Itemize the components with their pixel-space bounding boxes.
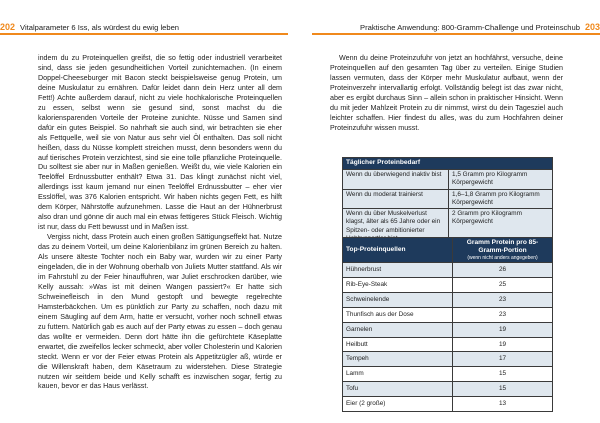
table-header: Top-Proteinquellen	[343, 238, 453, 263]
table-cell: 15	[453, 382, 553, 397]
table-row	[343, 367, 553, 382]
table-row	[343, 322, 553, 337]
left-header-rule	[0, 33, 288, 35]
body-paragraph: Vergiss nicht, dass Protein auch einen großen Sättigungseffekt hat. Nutze das zu deinem Vorteil, um deine Kalorienbilanz im grünen Bereich zu halten. Als unsere älteste Tochter noch ein Baby war, wurden wir zu einer Party eingeladen, die in der Wohnung oberhalb von Juliets Mutter stattfand. Als wir im Fahrstuhl zu der Feier hinauffuhren, war Juliet erschrocken darüber, wie Kelly aussah: »Was ist mit deinen Wangen passiert?« Er hatte sich Schweinefleisch in den Mund gestopft und bewegte regelrechte Hamsterbäckchen. Um es pünktlich zur Party zu schaffen, noch dazu mit einem Säugling auf dem Arm, hatte er versucht, vorher noch schnell etwas zu futtern. Natürlich gab es auch auf der Party etwas zu essen – doch genau das wollte er vermeiden. Denn dort hätte ihn die gefürchtete Käseplatte erwartet, die zweifellos lecker schmeckt, aber voller Cholesterin und Kalorien steckt. Wenn er vor der Feier etwas Protein als Appetitzügler aß, würde er die Willenskraft haben, dem Käsetraum zu widerstehen. Diese Strategie nutzen wir seitdem beide und Kelly schafft es inzwischen sogar, fertig zu kauen, bevor er das Haus verlässt.	[38, 233, 282, 391]
protein-sources-table	[342, 237, 553, 412]
table-cell: Wenn du überwiegend inaktiv bist	[343, 170, 449, 190]
table-cell: 15	[453, 367, 553, 382]
table-cell: 17	[453, 352, 553, 367]
left-running-title: Vitalparameter 6 Iss, als würdest du ewig leben	[20, 22, 180, 32]
table-header: Täglicher Proteinbedarf	[343, 158, 553, 170]
table-cell: 23	[453, 292, 553, 307]
table-cell: 13	[453, 397, 553, 412]
table-cell: Schweinelende	[343, 292, 453, 307]
table-row	[343, 397, 553, 412]
table-cell: Wenn du über Muskelverlust klagst, älter als 65 Jahre oder ein Spitzen- oder ambitionierter	[343, 209, 449, 245]
table-cell: Eier (2 große)	[343, 397, 453, 412]
table-row	[343, 352, 553, 367]
table-cell: Wenn du moderat trainierst	[343, 189, 449, 209]
table-cell: 1,5 Gramm pro Kilogramm Körpergewicht	[449, 170, 553, 190]
table-row	[343, 189, 553, 209]
table-row	[343, 292, 553, 307]
right-page-number: 203	[584, 22, 600, 32]
table-cell: Tofu	[343, 382, 453, 397]
table-header-note: (wenn nicht anders angegeben)	[467, 255, 538, 261]
table-row	[343, 170, 553, 190]
right-page-header	[360, 22, 600, 32]
table-row	[343, 382, 553, 397]
right-text-column	[330, 54, 563, 134]
table-header-label: Gramm Protein pro 85-Gramm-Portion	[466, 239, 539, 254]
table-cell: Thunfisch aus der Dose	[343, 307, 453, 322]
daily-protein-table	[342, 157, 553, 245]
left-page-number: 202	[0, 22, 16, 32]
table-cell: Lamm	[343, 367, 453, 382]
table-cell: Rib-Eye-Steak	[343, 277, 453, 292]
table-cell: Hühnerbrust	[343, 263, 453, 278]
left-page-header	[0, 22, 179, 32]
table-cell: Garnelen	[343, 322, 453, 337]
table-row	[343, 307, 553, 322]
table-cell: 1,6–1,8 Gramm pro Kilogramm Körpergewicht	[449, 189, 553, 209]
table-row	[343, 263, 553, 278]
table-cell: Tempeh	[343, 352, 453, 367]
table-cell: 23	[453, 307, 553, 322]
table-cell: 26	[453, 263, 553, 278]
right-running-title: Praktische Anwendung: 800-Gramm-Challenge und Proteinschub	[360, 22, 580, 32]
table-header-amount	[453, 238, 553, 263]
body-paragraph: indem du zu Proteinquellen greifst, die so fettig oder industriell verarbeitet sind, dass sie jeden gesundheitlichen Vorteil zunichtemachen. (In einem Doppel-Cheeseburger mit Bacon steckt beispielsweise genug Protein, um deine Muskulatur zu ernähren. Dafür leidet dann dein Herz unter all dem Fett!) Achte außerdem darauf, nicht zu viele hochkalorische Proteinquellen zu essen, selbst wenn sie gesund sind, sonst machst du die kaloriensparenden Vorteile der Proteine zunichte. Nüsse und Samen sind dafür ein gutes Beispiel. So nahrhaft sie auch sind, wir betrachten sie eher als Fettquelle, weil sie von Natur aus sehr viel Öl enthalten. Das soll nicht heißen, dass du Nüsse komplett streichen musst, denn besonders wenn du auf tierisches Protein verzichtest, sind sie eine tolle pflanzliche Proteinquelle. Du solltest sie aber nur in Maßen genießen. Weißt du, wie viele Kalorien ein Teelöffel Erdnussbutter enthält? Etwa 31. Das klingt zunächst nicht viel, allerdings isst kaum jemand nur einen Teelöffel Erdnussbutter – eher vier Esslöffel, was 376 Kalorien entspricht. Wir haben nichts gegen Fett, es hilft dem Körper, Nährstoffe aufzunehmen. Lasse die Haut an der Hühnerbrust also dran und gönne dir auch mal ein etwas fettigeres Stück Fleisch. Wichtig ist nur, dass du Fett bewusst und in Maßen isst.	[38, 54, 282, 232]
table-cell: 2 Gramm pro Kilogramm Körpergewicht	[449, 209, 553, 245]
table-row	[343, 337, 553, 352]
left-text-column	[38, 54, 282, 392]
table-cell: 25	[453, 277, 553, 292]
table-row	[343, 277, 553, 292]
right-header-rule	[312, 33, 600, 35]
table-cell: 19	[453, 322, 553, 337]
table-cell: 19	[453, 337, 553, 352]
table-cell: Heilbutt	[343, 337, 453, 352]
body-paragraph: Wenn du deine Proteinzufuhr von jetzt an hochfährst, versuche, deine Proteinquellen auf den gesamten Tag über zu verteilen. Einige Studien lassen vermuten, dass der Körper mehr Muskulatur aufbaut, wenn der Proteinverzehr intervallartig erfolgt. Vollständig belegt ist das zwar nicht, aber es ergibt durchaus Sinn – allein schon in praktischer Hinsicht. Wenn du mit jeder Mahlzeit Protein zu dir nimmst, wirst du dein Tagesziel auch leichter schaffen. Hier findest du alles, was du zum Hochfahren deiner Proteinzufuhr wissen musst.	[330, 54, 563, 132]
